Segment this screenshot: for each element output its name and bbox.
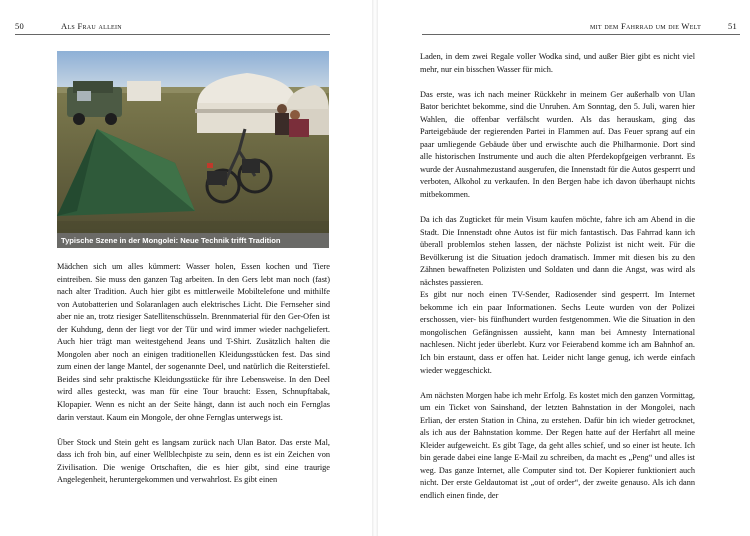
- header-rule-right: [422, 34, 740, 35]
- photo-caption: Typische Szene in der Mongolei: Neue Technik trifft Tradition: [57, 233, 329, 248]
- right-paragraph-2: Das erste, was ich nach meiner Rückkehr in meinem Ger außerhalb von Ulan Bator berichtet bekomme, sind die Unruhen. Am Sonntag, den 5. Juli, waren hier Wahlen, die offenbar verfälscht wurden. Als das herauskam, ging das Parteigebäude der regierenden Partei in Flammen auf. Das Feuer sprang auf ein paar umliegende Gebäude über und erwischte auch die Philharmonie. Dort sind alle historischen Instrumente und auch die alten Pferdekopfgeigen verbrannt. Es wurde der Ausnahmezustand ausgerufen, die Innenstadt für die Autos gesperrt und verboten, Alkohol zu verkaufen. In den Bergen habe ich davon überhaupt nichts mitbekommen.: [420, 89, 695, 199]
- right-paragraph-1: Laden, in dem zwei Regale voller Wodka sind, und außer Bier gibt es nicht viel mehr, nur ein bisschen Wasser für mich.: [420, 52, 695, 74]
- running-head-left: Als Frau allein: [61, 21, 122, 31]
- left-paragraph-2: Über Stock und Stein geht es langsam zurück nach Ulan Bator. Das erste Mal, dass ich froh bin, auf einer Wellblechpiste zu sein, denn es ist ein Zeichen von Zivilisation. Die wenige Ortschaften, die es hier gibt, sind eine traurige Angelegenheit, heruntergekommen und verwahrlost. Es gibt einen: [57, 437, 330, 485]
- right-body-text: [420, 51, 695, 503]
- left-body-text: [57, 261, 330, 487]
- photo-mongolia-camp: [57, 51, 329, 248]
- photo-illustration: [57, 51, 329, 248]
- page-number-left: 50: [15, 21, 25, 31]
- left-page: [0, 0, 372, 536]
- header-rule-left: [15, 34, 330, 35]
- running-head-right: mit dem Fahrrad um die Welt: [590, 21, 702, 31]
- left-paragraph-1: Mädchen sich um alles kümmert: Wasser holen, Essen kochen und Tiere eintreiben. Sie muss den ganzen Tag arbeiten. In den Gers lebt man noch (fast) nach alter Tradition. Auch hier gibt es mittlerweile Mobiltelefone und mithilfe von Autobatterien und Solaranlagen auch elektrisches Licht. Die Fernseher sind aber nie an, trotz riesiger Satellitenschüsseln. Brennmaterial für den Ger-Ofen ist der Kuhdung, denn der liegt vor der Tür und wird immer wieder nachgeliefert. Auch hier trägt man weitestgehend Jeans und T-Shirt. Zusätzlich halten die Mongolen aber noch an einigen traditionellen Kleidungsstücken fest. Das sind zum einen der lange Mantel, der sogenannte Deel, und natürlich die Reiterstiefel. Beides sind sehr praktische Kleidungsstücke für ihre Lebensweise. In den Deel wird alles gesteckt, was man für eine Tour braucht: Essen, Schnupftabak, Klopapier. Wenn es nicht an der Seite hängt, dann ist auch noch ein Fernglas darin verstaut. Kaum ein Mongole, der ohne Fernglas unterwegs ist.: [57, 262, 330, 422]
- right-paragraph-3: Da ich das Zugticket für mein Visum kaufen möchte, fahre ich am Abend in die Stadt. Die Innenstadt ohne Autos ist für mich fantastisch. Das Fahrrad kann ich überall problemlos stehen lassen, der nächste Polizist ist nicht weit. Für die Bevölkerung ist die Situation jedoch dramatisch. Immer mit diesen bis zu den Zähnen bewaffneten Polizisten und Soldaten und dann die Angst, was wird als nächstes passieren. Es gibt nur noch einen TV-Sender, Radiosender sind gesperrt. Im Internet bekomme ich ein paar Informationen. Sechs Leute wurden von der Polizei erschossen, vier- bis fünfhundert wurden festgenommen. Wie die Situation in den mongolischen Gefängnissen aussieht, kann man bei Amnesty International nachlesen. Nicht jeder überlebt. Kurz vor Feierabend komme ich am Bahnhof an. Ich bin erstaunt, dass er offen hat. Leider nicht lange genug, ich werde einfach wieder weggeschickt.: [420, 215, 695, 375]
- right-page: [378, 0, 750, 536]
- page-number-right: 51: [728, 21, 738, 31]
- right-paragraph-4: Am nächsten Morgen habe ich mehr Erfolg. Es kostet mich den ganzen Vormittag, um ein Ticket von Sainshand, der letzten Bahnstation in der Mongolei, nach Erlian, der ersten Station in China, zu erstehen. Dafür bin ich wieder getrocknet, als ich aus der Bahnstation komme. Der Regen hatte auf der Herfahrt all meine Kleider aufgeweicht. Es gibt Tage, da geht alles schief, und so einer ist heute. Ich bin gerade dabei eine lange E-Mail zu schreiben, da macht es „Peng“ und alles ist weg. Das ganze Internet, alle Computer sind tot. Der Kopierer funktioniert auch nicht. Der erste Geldautomat ist „out of order“, der zweite genauso. Als ich dann endlich einen finde, der: [420, 390, 695, 500]
